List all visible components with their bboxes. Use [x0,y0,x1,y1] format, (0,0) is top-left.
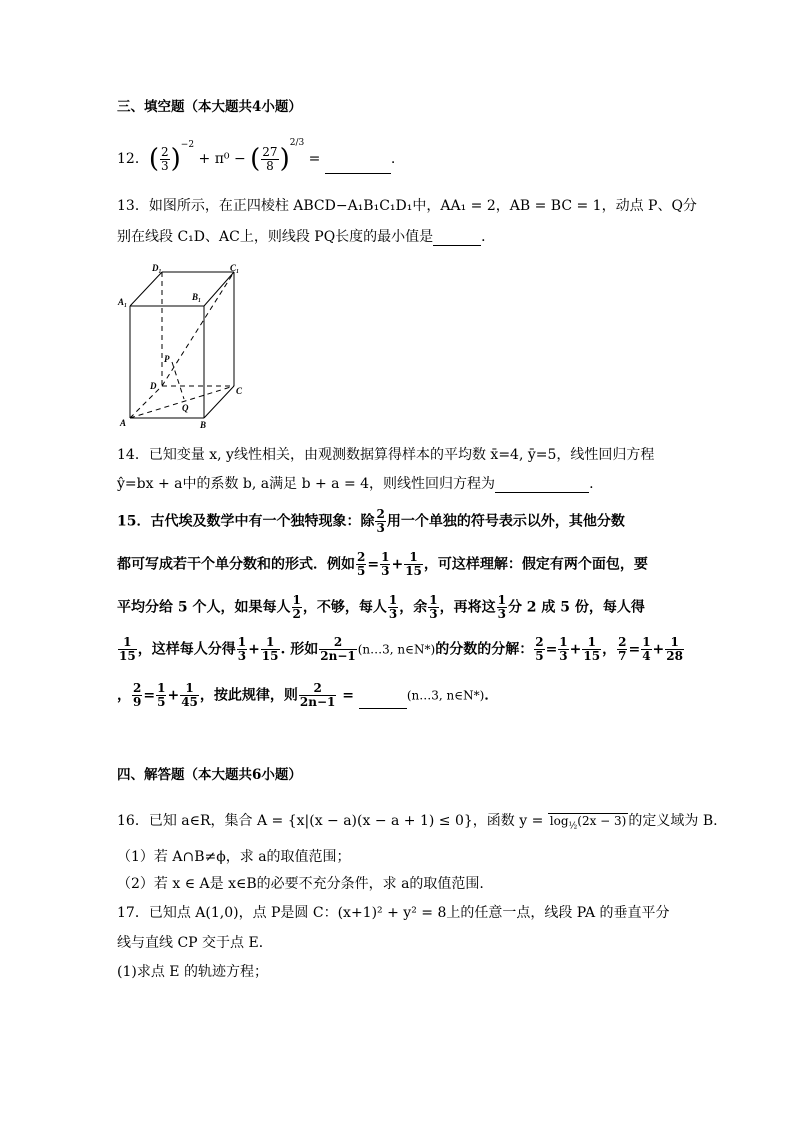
q13-answer-blank[interactable] [433,233,481,246]
question-14-line1: 14．已知变量 x, y线性相关，由观测数据算得样本的平均数 x̄=4, ȳ=5，线性回归方程 [117,447,655,463]
q15-l1a: 15．古代埃及数学中有一个独特现象：除 [117,513,375,530]
label-C: C [236,386,243,396]
question-16-part2: （2）若 x ∈ A是 x∈B的必要不充分条件，求 a的取值范围. [117,876,484,892]
label-C1: C₁ [230,263,240,273]
q15-l5b: ，按此规律，则 [199,687,298,704]
q12-frac1: $\frac{2}{3}$ [160,144,169,173]
question-13-line2 [117,226,495,246]
label-B1: B₁ [192,292,202,302]
question-16-part1: （1）若 A∩B≠ϕ，求 a的取值范围； [117,849,351,865]
label-P: P [164,354,170,364]
q16-l1a: 16．已知 a∈R，集合 A = {x|(x − a)(x − a + 1) ≤ 0}，函数 y = [117,813,548,829]
question-13-line1: 13．如图所示，在正四棱柱 ABCD−A₁B₁C₁D₁中，AA₁ = 2，AB = BC = 1，动点 P、Q分 [117,198,697,214]
q14-answer-blank[interactable] [495,480,589,493]
q16-log: log [549,814,569,828]
q15-l5a: ， [117,687,131,704]
q12-mid: + π⁰ − [194,151,251,167]
question-17-line3: (1)求点 E 的轨迹方程； [117,964,268,980]
question-14-line2 [117,473,594,493]
q15-l4c: (n…3, n∈N*) [357,642,436,657]
q15-l3e: 分 2 成 5 份，每人得 [507,599,645,616]
label-D: D [150,381,157,391]
section-3-heading: 三、填空题（本大题共4小题） [117,99,302,115]
q15-l5d: ． [484,687,499,704]
q15-l3a: 平均分给 5 个人，如果每人 [117,599,291,616]
q12-exp2: 2/3 [289,138,305,149]
question-15-line2: 都可写成若干个单分数和的形式．例如 $\frac{2}{5}$ = $\frac{1}{3}$ + $\frac{1}{15}$ ，可这样理解：假定有两个面包，要 [117,550,648,578]
section-4-heading: 四、解答题（本大题共6小题） [117,767,302,783]
label-A: A [120,418,127,428]
q15-l2a: 都可写成若干个单分数和的形式．例如 [117,556,355,573]
q14-end: . [589,476,594,492]
q12-eq: = [304,151,325,167]
prism-figure [112,262,252,432]
label-Q: Q [182,403,189,413]
q13-text: 别在线段 C₁D、AC上，则线段 PQ长度的最小值是 [117,229,434,245]
q15-answer-blank[interactable] [359,696,407,709]
q16-arg: (2x − 3) [577,814,627,828]
question-15-line1: 15．古代埃及数学中有一个独特现象：除 $\frac{2}{3}$ 用一个单独的符号表示以外，其他分数 [117,507,625,535]
q15-l2b: ，可这样理解：假定有两个面包，要 [423,556,648,573]
label-D1: D₁ [152,263,162,273]
q15-l4a: ，这样每人分得 [137,641,236,658]
question-15-line5: ， $\frac{2}{9}$ = $\frac{1}{5}$ + $\frac{1}{45}$ ，按此规律，则 $\frac{2}{2n-1}$ = (n…3, n∈N*)． [117,681,499,709]
question-17-line1: 17．已知点 A(1,0)，点 P是圆 C：(x+1)² + y² = 8上的任意一点，线段 PA 的垂直平分 [117,905,670,921]
label-B: B [200,420,207,430]
q15-l3d: ，再将这 [439,599,496,616]
q14-text: ŷ=bx + a中的系数 b, a满足 b + a = 4，则线性回归方程为 [117,476,496,492]
q12-exp1: −2 [180,140,195,151]
question-15-line3: 平均分给 5 个人，如果每人 $\frac{1}{2}$ ，不够，每人 $\frac{1}{3}$ ，余 $\frac{1}{3}$ ，再将这 $\frac{1}{3}$ 分 2 成 5 份，每人得 [117,593,645,621]
q15-l4b: . 形如 [280,641,319,658]
q15-l3c: ，余 [399,599,428,616]
q13-end: ． [481,229,496,245]
q15-l1b: 用一个单独的符号表示以外，其他分数 [386,513,625,530]
question-12: 12．( $\frac{2}{3}$ )$^{-2}$ + π⁰ − ( $\frac{27}{8}$ )$^{2/3}$ = . [117,138,396,174]
question-16-line1: 16．已知 a∈R，集合 A = {x|(x − a)(x − a + 1) ≤ 0}，函数 $y = \log_{\frac{1}{2}}(2x - 3)$ 的定义域为 B. [117,813,718,832]
question-17-line2: 线与直线 CP 交于点 E． [117,935,273,951]
q12-answer-blank[interactable] [325,161,391,174]
label-A1: A₁ [118,297,128,307]
q15-l4d: 的分数的分解： [435,641,534,658]
q15-l3b: ，不够，每人 [302,599,387,616]
q12-number: 12． [117,151,149,167]
q12-frac2: $\frac{27}{8}$ [262,144,278,173]
q15-l5c: (n…3, n∈N*) [406,688,485,703]
question-15-line4: $\frac{1}{15}$ ，这样每人分得 $\frac{1}{3}$ + $\frac{1}{15}$ . 形如 $\frac{2}{2n-1}$ (n…3, n∈N*)的分数的分解： $\frac{2}{5}$ = $\frac{1}{3}$ + $\frac{1}{15}$ ， $\frac{2}{7}$ = $\frac{1}{4}$ + $\frac{1}{28}$ [119,635,683,663]
q16-l1d: 的定义域为 B. [628,813,718,829]
